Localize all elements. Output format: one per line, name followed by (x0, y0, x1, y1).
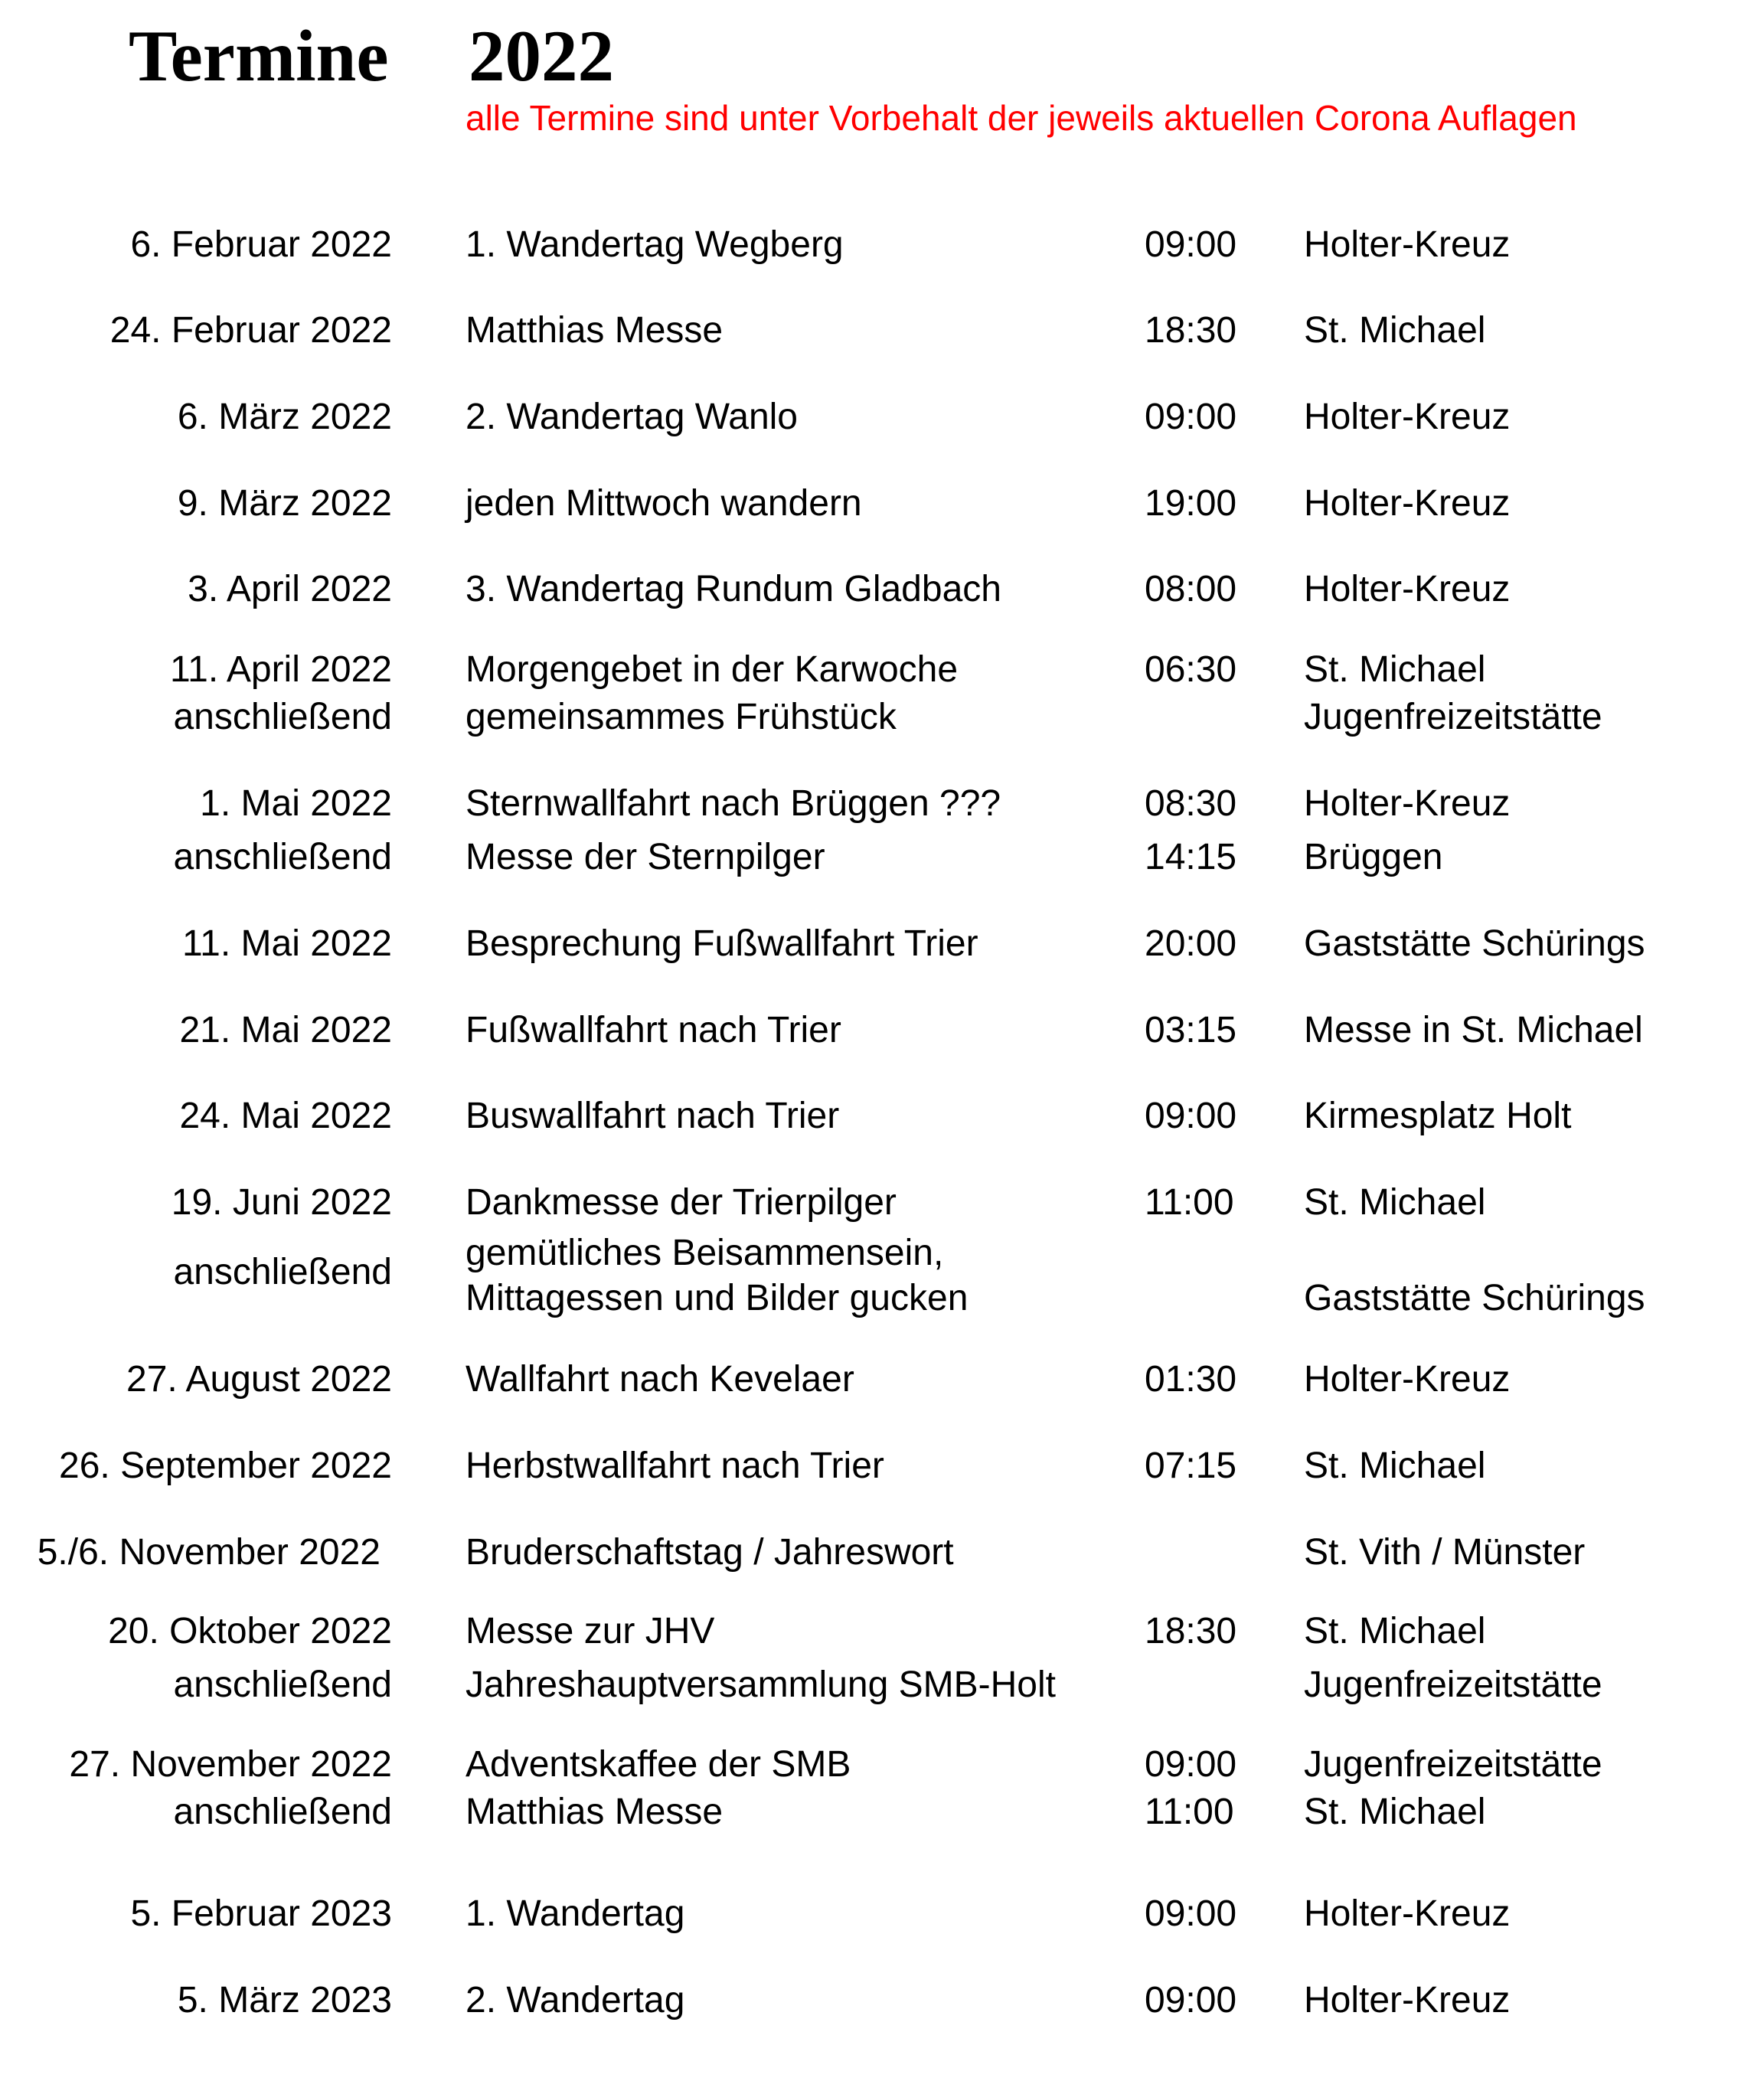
entry-event: Dankmesse der Trierpilger (466, 1182, 897, 1223)
entry-place: Brüggen (1304, 837, 1443, 877)
entry-event: 1. Wandertag Wegberg (466, 224, 844, 265)
entry-date: 11. April 2022 (170, 649, 392, 690)
entry-place: St. Michael (1304, 649, 1486, 690)
entry-time: 18:30 (1145, 310, 1237, 351)
entry-date: 1. Mai 2022 (200, 783, 392, 824)
entry-date: 21. Mai 2022 (179, 1010, 392, 1050)
entry-time: 09:00 (1145, 1096, 1237, 1136)
entry-date: 24. Februar 2022 (109, 310, 392, 351)
entry-place: Jugenfreizeitstätte (1304, 1744, 1602, 1785)
entry-place: St. Michael (1304, 1792, 1486, 1832)
entry-time: 03:15 (1145, 1010, 1237, 1050)
entry-event: Buswallfahrt nach Trier (466, 1096, 840, 1136)
title-year: 2022 (469, 15, 614, 96)
entry-event: 2. Wandertag Wanlo (466, 397, 798, 437)
entry-time: 01:30 (1145, 1359, 1237, 1400)
entry-place: St. Michael (1304, 1611, 1486, 1651)
entry-event: Fußwallfahrt nach Trier (466, 1010, 841, 1050)
entry-event: Matthias Messe (466, 1792, 724, 1832)
entry-time: 06:30 (1145, 649, 1237, 690)
entry-date: 27. November 2022 (69, 1744, 392, 1785)
entry-date: 11. Mai 2022 (182, 923, 392, 964)
entry-date: 24. Mai 2022 (179, 1096, 392, 1136)
entry-place: Jugenfreizeitstätte (1304, 697, 1602, 737)
entry-time: 18:30 (1145, 1611, 1237, 1651)
entry-place: Messe in St. Michael (1304, 1010, 1643, 1050)
entry-date: anschließend (173, 697, 392, 737)
entry-event: Messe zur JHV (466, 1611, 715, 1651)
entry-event: Messe der Sternpilger (466, 837, 825, 877)
entry-date: 6. März 2022 (177, 397, 392, 437)
entry-event: Besprechung Fußwallfahrt Trier (466, 923, 978, 964)
entry-time: 09:00 (1145, 1893, 1237, 1934)
entry-place: Gaststätte Schürings (1304, 1278, 1645, 1318)
entry-place: Kirmesplatz Holt (1304, 1096, 1572, 1136)
entry-event: Wallfahrt nach Kevelaer (466, 1359, 854, 1400)
entry-time: 09:00 (1145, 1980, 1237, 2021)
entry-date: anschließend (173, 1252, 392, 1292)
entry-place: Holter-Kreuz (1304, 1893, 1511, 1934)
entry-event: Bruderschaftstag / Jahreswort (466, 1532, 954, 1573)
entry-event: gemütliches Beisammensein, (466, 1233, 944, 1273)
entry-place: Jugenfreizeitstätte (1304, 1664, 1602, 1705)
entry-place: Holter-Kreuz (1304, 397, 1511, 437)
entry-date: 5./6. November 2022 (37, 1532, 381, 1573)
entry-date: 20. Oktober 2022 (108, 1611, 392, 1651)
entry-event: gemeinsammes Frühstück (466, 697, 897, 737)
entry-date: 6. Februar 2022 (130, 224, 392, 265)
entry-time: 20:00 (1145, 923, 1237, 964)
entry-event: Herbstwallfahrt nach Trier (466, 1446, 884, 1486)
entry-place: Gaststätte Schürings (1304, 923, 1645, 964)
entry-time: 11:00 (1145, 1792, 1234, 1832)
corona-notice: alle Termine sind unter Vorbehalt der jeweils aktuellen Corona Auflagen (466, 98, 1577, 138)
entry-event: 2. Wandertag (466, 1980, 685, 2021)
entry-time: 08:30 (1145, 783, 1237, 824)
entry-place: Holter-Kreuz (1304, 783, 1511, 824)
entry-date: anschließend (173, 1664, 392, 1705)
entry-event: Sternwallfahrt nach Brüggen ??? (466, 783, 1001, 824)
entry-time: 09:00 (1145, 1744, 1237, 1785)
title: Termine (129, 15, 389, 96)
entry-event: Adventskaffee der SMB (466, 1744, 851, 1785)
entry-time: 14:15 (1145, 837, 1237, 877)
entry-date: 27. August 2022 (126, 1359, 392, 1400)
entry-date: 5. März 2023 (177, 1980, 392, 2021)
entry-time: 09:00 (1145, 397, 1237, 437)
entry-place: Holter-Kreuz (1304, 1359, 1511, 1400)
entry-event: Mittagessen und Bilder gucken (466, 1278, 969, 1318)
entry-place: Holter-Kreuz (1304, 483, 1511, 524)
entry-date: anschließend (173, 837, 392, 877)
entry-event: Morgengebet in der Karwoche (466, 649, 959, 690)
entry-date: anschließend (173, 1792, 392, 1832)
entry-place: Holter-Kreuz (1304, 224, 1511, 265)
entry-date: 9. März 2022 (177, 483, 392, 524)
entry-place: St. Vith / Münster (1304, 1532, 1586, 1573)
entry-place: St. Michael (1304, 1446, 1486, 1486)
entry-place: St. Michael (1304, 310, 1486, 351)
entry-event: 3. Wandertag Rundum Gladbach (466, 569, 1001, 609)
entry-event: 1. Wandertag (466, 1893, 685, 1934)
entry-event: Jahreshauptversammlung SMB-Holt (466, 1664, 1056, 1705)
entry-time: 07:15 (1145, 1446, 1237, 1486)
entry-date: 5. Februar 2023 (130, 1893, 392, 1934)
entry-place: St. Michael (1304, 1182, 1486, 1223)
entry-time: 08:00 (1145, 569, 1237, 609)
entry-time: 09:00 (1145, 224, 1237, 265)
entry-time: 19:00 (1145, 483, 1237, 524)
entry-event: jeden Mittwoch wandern (466, 483, 862, 524)
entry-place: Holter-Kreuz (1304, 569, 1511, 609)
entry-place: Holter-Kreuz (1304, 1980, 1511, 2021)
entry-event: Matthias Messe (466, 310, 724, 351)
entry-date: 26. September 2022 (59, 1446, 392, 1486)
entry-date: 19. Juni 2022 (171, 1182, 392, 1223)
entry-time: 11:00 (1145, 1182, 1234, 1223)
entry-date: 3. April 2022 (188, 569, 392, 609)
